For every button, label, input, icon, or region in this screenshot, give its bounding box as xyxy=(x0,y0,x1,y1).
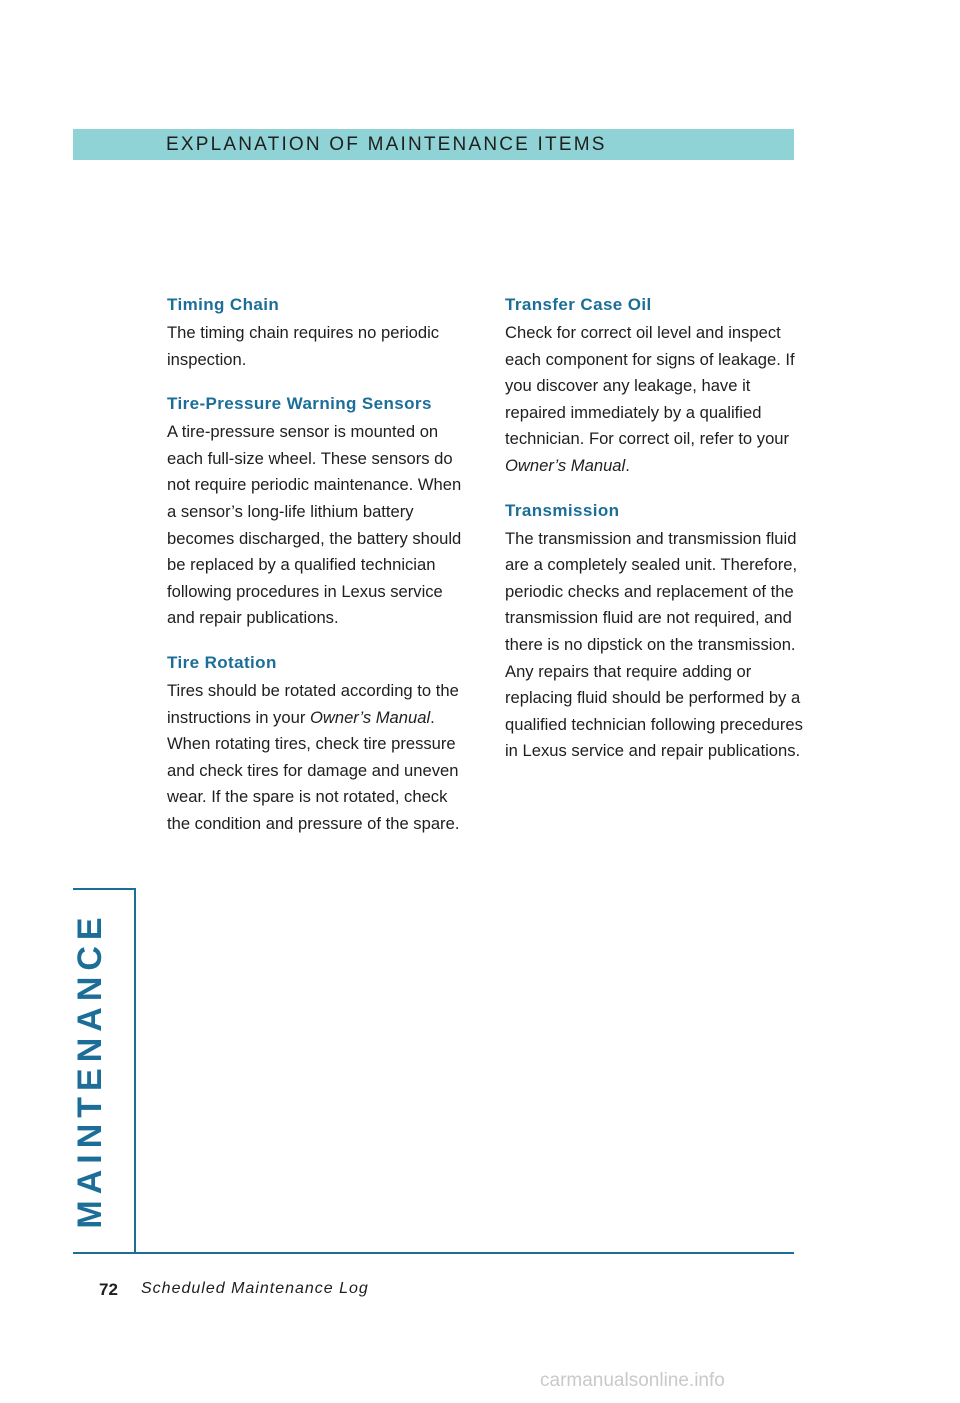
section-heading: Tire Rotation xyxy=(167,652,277,672)
body-text: . When rotating tires, check tire pressure and check tires for damage and uneven wear. If the spare is not rotated, check the condition and pressure of the spare. xyxy=(167,707,460,833)
manual-reference: Owner’s Manual xyxy=(309,707,431,727)
left-column xyxy=(167,290,467,854)
section-transfer-case-oil xyxy=(505,290,805,480)
section-body: The timing chain requires no periodic inspection. xyxy=(167,323,440,369)
section-heading: Transfer Case Oil xyxy=(505,295,652,314)
side-tab-rule-top xyxy=(73,888,136,890)
footer-rule xyxy=(73,1252,794,1254)
section-header-title: EXPLANATION OF MAINTENANCE ITEMS xyxy=(166,134,607,155)
section-timing-chain xyxy=(167,290,467,373)
watermark: carmanualsonline.info xyxy=(540,1370,725,1391)
section-tire-rotation xyxy=(167,648,467,838)
page-number: 72 xyxy=(99,1280,118,1299)
footer-title: Scheduled Maintenance Log xyxy=(141,1280,369,1297)
section-heading: Tire-Pressure Warning Sensors xyxy=(167,394,432,414)
body-text: Tires should be rotated according to the instructions in your xyxy=(167,680,459,727)
section-heading: Timing Chain xyxy=(167,295,280,314)
section-body: A tire-pressure sensor is mounted on each full-size wheel. These sensors do not require periodic maintenance. When a sensor’s long-life lithium battery becomes discharged, the battery should be replaced by a qualified technician following procedures in Lexus service and repair publications. xyxy=(167,422,462,628)
section-body xyxy=(505,320,805,480)
section-transmission xyxy=(505,496,805,765)
section-heading: Transmission xyxy=(505,500,620,520)
body-text: . xyxy=(625,455,630,475)
section-header-band xyxy=(73,129,794,160)
section-body xyxy=(167,678,467,838)
section-tire-pressure-sensors xyxy=(167,389,467,632)
section-body: The transmission and transmission fluid are a completely sealed unit. Therefore, periodic checks and replacement of the transmission fluid are not required, and there is no dipstick on the transmission. Any repairs that require adding or replacing fluid should be performed by a qualified technician following precedures in Lexus service and repair publications. xyxy=(505,528,803,761)
body-text: Check for correct oil level and inspect each component for signs of leakage. If you discover any leakage, have it repaired immediately by a qualified technician. For correct oil, refer to your xyxy=(505,323,795,449)
side-tab-label: MAINTENANCE xyxy=(71,911,109,1229)
side-tab-rule-vertical xyxy=(134,888,136,1253)
right-column xyxy=(505,290,805,781)
manual-reference: Owner’s Manual xyxy=(505,455,626,475)
